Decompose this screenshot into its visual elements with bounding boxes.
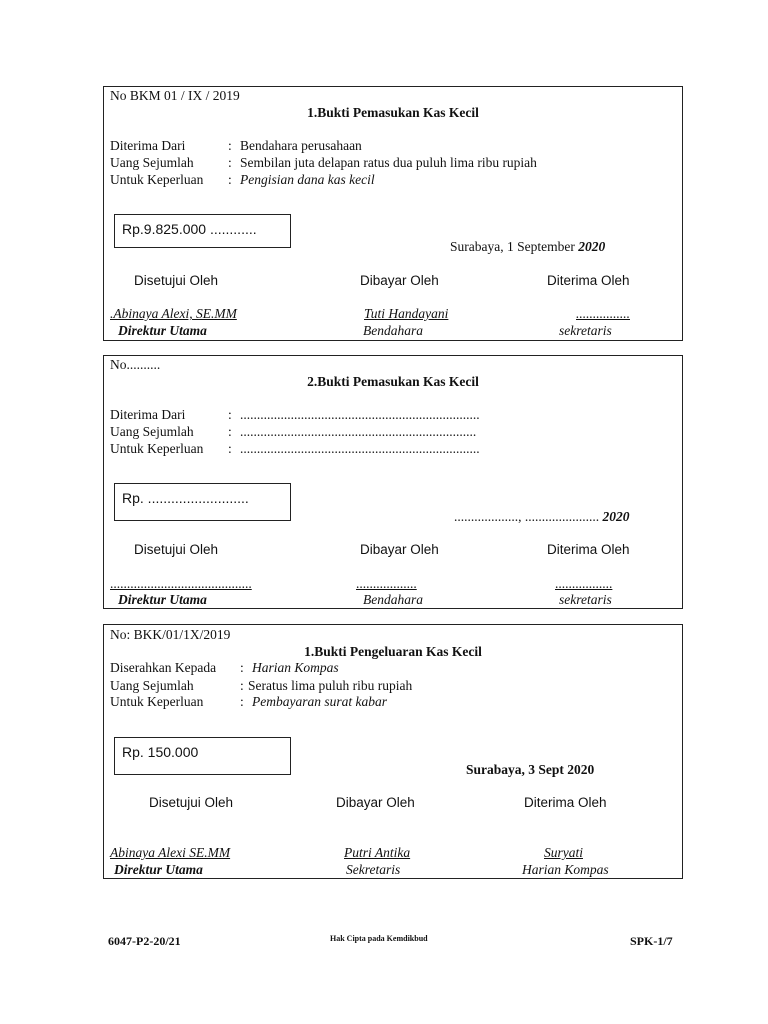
sig-role-received: Harian Kompas (522, 862, 609, 877)
field-label-purpose: Untuk Keperluan (110, 441, 204, 456)
sig-header-received: Diterima Oleh (547, 273, 630, 288)
footer-copyright: Hak Cipta pada Kemdikbud (330, 934, 428, 943)
field-label-amount-words: Uang Sejumlah (110, 155, 194, 170)
sig-header-received: Diterima Oleh (547, 542, 630, 557)
place-date (450, 239, 605, 255)
sig-name-received: ................. (555, 576, 613, 591)
field-value-purpose: Pengisian dana kas kecil (240, 172, 375, 187)
date-year: 2020 (602, 509, 630, 524)
amount-box: Rp. .......................... (114, 483, 291, 521)
field-colon: : (228, 172, 232, 187)
sig-header-received: Diterima Oleh (524, 795, 607, 810)
place-date: Surabaya, 3 Sept 2020 (466, 762, 595, 777)
place-date-text: ..................., ...................... (454, 509, 600, 524)
field-value-purpose: Pembayaran surat kabar (252, 694, 387, 709)
sig-name-paid: Putri Antika (344, 845, 411, 860)
expense-form (103, 624, 683, 879)
field-label-amount-words: Uang Sejumlah (110, 678, 194, 693)
field-colon: : (228, 424, 232, 439)
field-colon: : (228, 155, 232, 170)
field-value-handed-to: Harian Kompas (252, 660, 339, 675)
sig-header-approved: Disetujui Oleh (149, 795, 234, 810)
sig-role-approved: Direktur Utama (114, 862, 203, 877)
sig-role-paid: Bendahara (363, 323, 423, 338)
sig-role-paid: Bendahara (363, 592, 423, 607)
sig-name-approved: .Abinaya Alexi, SE.MM (110, 306, 237, 321)
receipt-form-1 (103, 86, 683, 341)
sig-role-approved: Direktur Utama (118, 592, 207, 607)
date-year: 2020 (578, 239, 606, 254)
sig-header-paid: Dibayar Oleh (360, 542, 439, 557)
amount-box: Rp. 150.000 (114, 737, 291, 775)
form-number: No.......... (110, 357, 161, 372)
field-value-received-from: ....................................................................... (240, 407, 480, 422)
form-number: No BKM 01 / IX / 2019 (110, 88, 240, 103)
footer-page: SPK-1/7 (630, 934, 673, 948)
field-colon: : (228, 441, 232, 456)
sig-name-approved: Abinaya Alexi SE.MM (110, 845, 231, 860)
form-title: 2.Bukti Pemasukan Kas Kecil (307, 374, 479, 389)
sig-role-approved: Direktur Utama (118, 323, 207, 338)
field-label-amount-words: Uang Sejumlah (110, 424, 194, 439)
field-colon: : (240, 694, 244, 709)
field-label-handed-to: Diserahkan Kepada (110, 660, 217, 675)
sig-header-approved: Disetujui Oleh (134, 273, 219, 288)
field-colon: : (240, 660, 244, 675)
sig-header-paid: Dibayar Oleh (336, 795, 415, 810)
place-date (454, 509, 630, 525)
sig-header-approved: Disetujui Oleh (134, 542, 219, 557)
field-value-purpose: ....................................................................... (240, 441, 480, 456)
sig-role-paid: Sekretaris (346, 862, 401, 877)
sig-header-paid: Dibayar Oleh (360, 273, 439, 288)
field-colon: : (228, 138, 232, 153)
field-value-amount-words: ...................................................................... (240, 424, 477, 439)
sig-role-received: sekretaris (559, 592, 612, 607)
footer-code: 6047-P2-20/21 (108, 934, 181, 948)
field-label-received-from: Diterima Dari (110, 407, 186, 422)
sig-name-approved: .......................................... (110, 576, 252, 591)
sig-name-received: Suryati (544, 845, 583, 860)
field-colon: : (240, 678, 244, 693)
form-title: 1.Bukti Pemasukan Kas Kecil (307, 105, 479, 120)
sig-name-paid: .................. (356, 576, 417, 591)
field-value-amount-words: Seratus lima puluh ribu rupiah (248, 678, 413, 693)
field-colon: : (228, 407, 232, 422)
amount-box: Rp.9.825.000 ............ (114, 214, 291, 248)
field-value-received-from: Bendahara perusahaan (240, 138, 362, 153)
sig-name-paid: Tuti Handayani (364, 306, 449, 321)
field-label-received-from: Diterima Dari (110, 138, 186, 153)
field-label-purpose: Untuk Keperluan (110, 172, 204, 187)
receipt-form-2 (103, 355, 683, 609)
field-label-purpose: Untuk Keperluan (110, 694, 204, 709)
form-number: No: BKK/01/1X/2019 (110, 627, 231, 642)
field-value-amount-words: Sembilan juta delapan ratus dua puluh lima ribu rupiah (240, 155, 537, 170)
place-date-text: Surabaya, 1 September (450, 239, 575, 254)
form-title: 1.Bukti Pengeluaran Kas Kecil (304, 644, 482, 659)
sig-role-received: sekretaris (559, 323, 612, 338)
sig-name-received: ................ (576, 306, 630, 321)
